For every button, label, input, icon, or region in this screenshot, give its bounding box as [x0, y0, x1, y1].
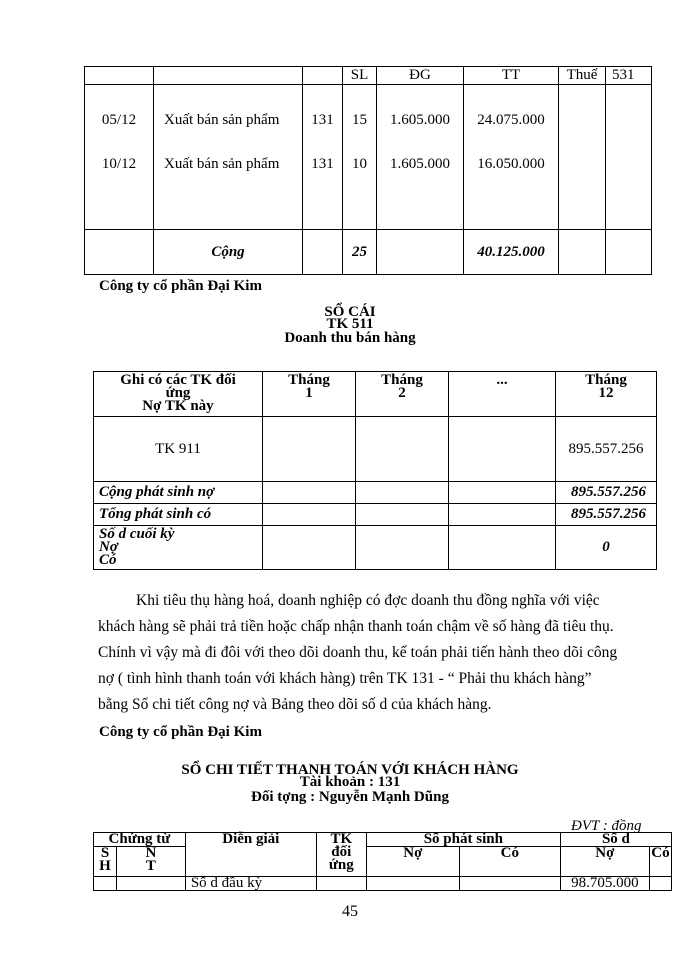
empty-cell: [316, 877, 366, 891]
header-nt: N T: [117, 847, 186, 877]
header-cell: [303, 67, 343, 85]
header-tk: TK đối ứng: [316, 833, 366, 877]
sum-empty: [606, 230, 652, 275]
empty-cell: [356, 482, 449, 504]
empty-cell: [459, 877, 560, 891]
empty-cell: [356, 504, 449, 526]
unit-label: ĐVT : đồng: [571, 818, 642, 834]
header-no: Nợ: [366, 847, 459, 877]
sum-empty: [303, 230, 343, 275]
company-name-2: Công ty cổ phần Đại Kim: [99, 724, 262, 740]
ledger-credit-label: Tổng phát sinh có: [94, 504, 263, 526]
header-chungtu: Chứng từ: [94, 833, 186, 847]
header-cell: [154, 67, 303, 85]
empty-cell: [94, 877, 117, 891]
acct-cell: 131 131: [303, 85, 343, 230]
531-cell: [606, 85, 652, 230]
sales-journal-table: [84, 66, 652, 275]
sum-empty: [559, 230, 606, 275]
empty-cell: [117, 877, 186, 891]
empty-cell: [263, 526, 356, 570]
header-no2: Nợ: [560, 847, 649, 877]
header-thue: Thuế: [559, 67, 606, 85]
sum-empty: [377, 230, 464, 275]
ledger-month12-header: Tháng 12: [556, 372, 657, 417]
header-co: Có: [459, 847, 560, 877]
ledger-ellipsis-header: ...: [449, 372, 556, 417]
detail-party: Đối tợng : Nguyễn Mạnh Dũng: [251, 789, 449, 805]
page-number: 45: [342, 903, 358, 920]
detail-account: Tài khoản : 131: [299, 774, 401, 790]
detail-table: [93, 832, 672, 891]
ledger-col0-header: Ghi có các TK đối ứng Nợ TK này: [94, 372, 263, 417]
empty-cell: [356, 526, 449, 570]
desc-cell: Xuất bán sản phẩm Xuất bán sản phẩm: [154, 85, 303, 230]
tax-cell: [559, 85, 606, 230]
empty-cell: [649, 877, 671, 891]
ledger-title: SỔ CÁI: [324, 304, 376, 320]
total-cell: 24.075.000 16.050.000: [464, 85, 559, 230]
price-cell: 1.605.000 1.605.000: [377, 85, 464, 230]
empty-cell: [449, 504, 556, 526]
empty-cell: [449, 482, 556, 504]
empty-cell: [263, 504, 356, 526]
header-sh: S H: [94, 847, 117, 877]
ledger-end-label: Số d cuối kỳ Nợ Có: [94, 526, 263, 570]
sum-empty: [85, 230, 154, 275]
ledger-row-tk911: TK 911: [94, 417, 263, 482]
header-cell: [85, 67, 154, 85]
empty-cell: [449, 417, 556, 482]
ledger-account: TK 511: [326, 316, 374, 332]
row-sod-dauky: Số d đầu kỳ: [185, 877, 316, 891]
empty-cell: [449, 526, 556, 570]
header-dg: ĐG: [377, 67, 464, 85]
ledger-month1-header: Tháng 1: [263, 372, 356, 417]
header-sod: Số d: [560, 833, 671, 847]
ledger-credit-value: 895.557.256: [556, 504, 657, 526]
company-name: Công ty cổ phần Đại Kim: [99, 278, 262, 294]
date-cell: 05/12 10/12: [85, 85, 154, 230]
ledger-month2-header: Tháng 2: [356, 372, 449, 417]
detail-title: SỔ CHI TIẾT THANH TOÁN VỚI KHÁCH HÀNG: [181, 762, 519, 778]
body-paragraph: Khi tiêu thụ hàng hoá, doanh nghiệp có đợc doanh thu đồng nghĩa với việc khách hàng sẽ phải trả tiền hoặc chấp nhận thanh toán chậm về số hàng đã tiêu thụ. Chính vì vậy mà đi đôi với theo dõi doanh thu, kế toán phải tiến hành theo dõi công nợ ( tình hình thanh toán với khách hàng) trên TK 131 - “ Phải thu khách hàng” bằng Sổ chi tiết công nợ và Bảng theo dõi số d của khách hàng.: [98, 592, 618, 713]
header-tt: TT: [464, 67, 559, 85]
ledger-debit-value: 895.557.256: [556, 482, 657, 504]
qty-cell: 15 10: [343, 85, 377, 230]
sum-total: 40.125.000: [464, 230, 559, 275]
header-sophatsinh: Số phát sinh: [366, 833, 560, 847]
empty-cell: [356, 417, 449, 482]
ledger-subtitle: Doanh thu bán hàng: [284, 330, 416, 346]
empty-cell: [263, 482, 356, 504]
ledger-debit-label: Cộng phát sinh nợ: [94, 482, 263, 504]
empty-cell: [263, 417, 356, 482]
header-531: 531: [606, 67, 652, 85]
empty-cell: [366, 877, 459, 891]
sum-qty: 25: [343, 230, 377, 275]
sum-label: Cộng: [154, 230, 303, 275]
ledger-tk911-value: 895.557.256: [556, 417, 657, 482]
ledger-end-value: 0: [556, 526, 657, 570]
ledger-table: [93, 371, 657, 570]
header-diengiai: Diễn giải: [185, 833, 316, 877]
header-sl: SL: [343, 67, 377, 85]
row-sod-value: 98.705.000: [560, 877, 649, 891]
header-co2: Có: [649, 847, 671, 877]
